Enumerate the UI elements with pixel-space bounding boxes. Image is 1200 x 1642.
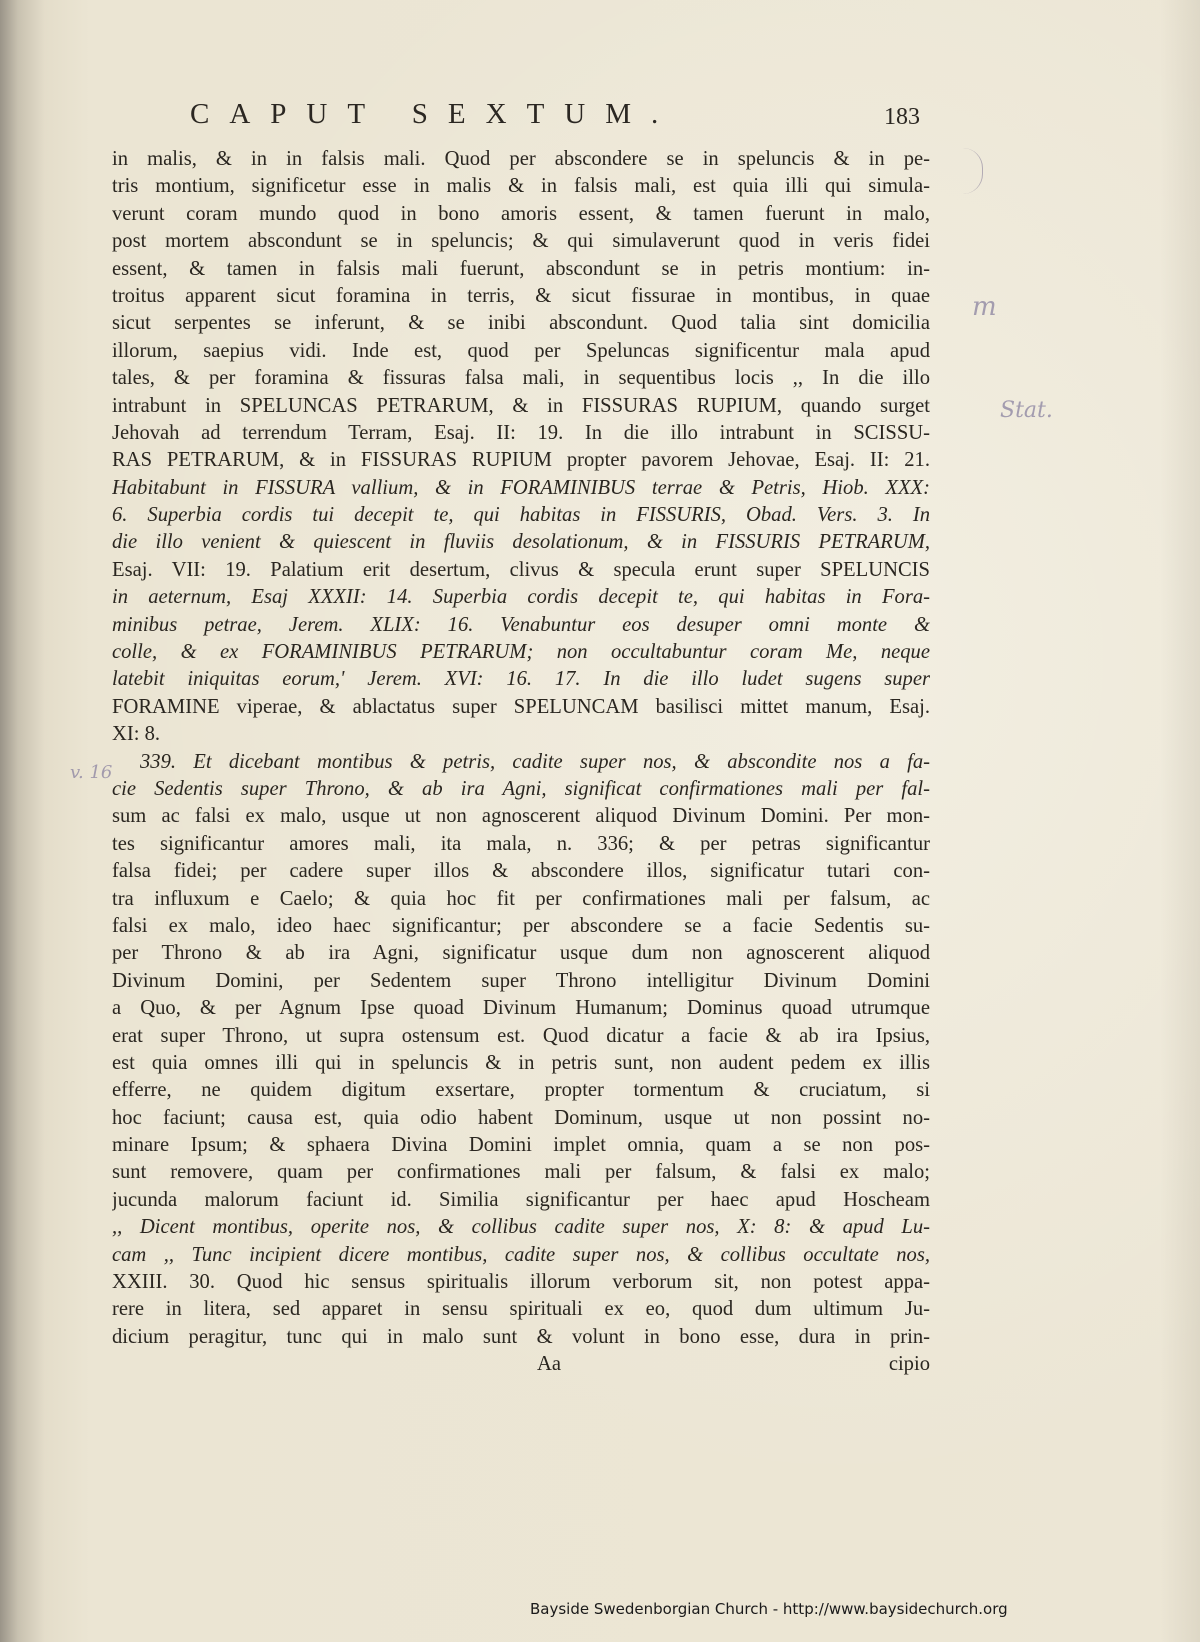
text-line: Esaj. VII: 19. Palatium erit desertum, clivus & specula erunt super SPELUNCIS [112,558,930,581]
text-line: hoc faciunt; causa est, quia odio habent Dominum, usque ut non possint no- [112,1106,930,1129]
text-line: tes significantur amores mali, ita mala, n. 336; & per petras significantur [112,832,930,855]
text-line: tris montium, significetur esse in malis & in falsis mali, est quia illi qui simula- [112,175,930,198]
text-line: RAS PETRARUM, & in FISSURAS RUPIUM propter pavorem Jehovae, Esaj. II: 21. [112,449,930,472]
text-line: tales, & per foramina & fissuras falsa mali, in sequentibus locis ,, In die illo [112,367,930,390]
text-line: FORAMINE viperae, & ablactatus super SPELUNCAM basilisci mittet manum, Esaj. [112,695,930,718]
text-line: efferre, ne quidem digitum exsertare, propter tormentum & cruciatum, si [112,1079,930,1102]
text-line: falsi ex malo, ideo haec significantur; per abscondere se a facie Sedentis su- [112,914,930,937]
margin-note-stat: Stat. [1000,398,1053,423]
page-foot-line [112,1351,930,1378]
margin-note-m: m [972,292,997,322]
text-line: troitus apparent sicut foramina in terris, & sicut fissurae in montibus, in quae [112,284,930,307]
text-line: jucunda malorum faciunt id. Similia significantur per haec apud Hoscheam [112,1188,930,1211]
text-line: ,, Dicent montibus, operite nos, & collibus cadite super nos, X: 8: & apud Lu- [112,1216,930,1239]
text-line: minare Ipsum; & sphaera Divina Domini implet omnia, quam a se non pos- [112,1134,930,1157]
text-line: essent, & tamen in falsis mali fuerunt, abscondunt se in petris montium: in- [112,257,930,280]
text-line: XI: 8. [112,723,161,746]
text-line: per Throno & ab ira Agni, significatur usque dum non agnoscerent aliquod [112,942,930,965]
text-line: dicium peragitur, tunc qui in malo sunt & volunt in bono esse, dura in prin- [112,1325,930,1348]
text-line: colle, & ex FORAMINIBUS PETRARUM; non occultabuntur coram Me, neque [112,641,930,664]
footer-credit: Bayside Swedenborgian Church - http://www.baysidechurch.org [530,1600,1008,1618]
text-line: est quia omnes illi qui in speluncis & in petris sunt, non audent pedem ex illis [112,1051,930,1074]
text-line: sicut serpentes se inferunt, & se inibi abscondunt. Quod talia sint domicilia [112,312,930,335]
text-line: XXIII. 30. Quod hic sensus spiritualis illorum verborum sit, non potest appa- [112,1271,930,1294]
text-line: latebit iniquitas eorum,' Jerem. XVI: 16. 17. In die illo ludet sugens super [112,668,930,691]
catchword: cipio [888,1353,930,1376]
text-line: die illo venient & quiescent in fluviis desolationum, & in FISSURIS PETRARUM, [112,531,930,554]
text-line: Jehovah ad terrendum Terram, Esaj. II: 19. In die illo intrabunt in SCISSU- [112,421,930,444]
text-line: in aeternum, Esaj XXXII: 14. Superbia cordis decepit te, qui habitas in Fora- [112,586,930,609]
text-line: Habitabunt in FISSURA vallium, & in FORAMINIBUS terrae & Petris, Hiob. XXX: [112,476,930,499]
text-line: 6. Superbia cordis tui decepit te, qui habitas in FISSURIS, Obad. Vers. 3. In [112,504,930,527]
text-line: post mortem abscondunt se in speluncis; & qui simulaverunt quod in veris fidei [112,230,930,253]
section-339-first-line: 339. Et dicebant montibus & petris, cadite super nos, & abscondite nos a fa- [140,750,930,773]
text-line: illorum, saepius vidi. Inde est, quod per Speluncas significentur mala apud [112,339,930,362]
text-line: sunt removere, quam per confirmationes mali per falsum, & falsi ex malo; [112,1161,930,1184]
page-header [150,98,920,138]
text-line: cie Sedentis super Throno, & ab ira Agni, significat confirmationes mali per fal- [112,777,930,800]
text-line: in malis, & in in falsis mali. Quod per abscondere se in speluncis & in pe- [112,148,930,170]
text-line: sum ac falsi ex malo, usque ut non agnoscerent aliquod Divinum Domini. Per mon- [112,805,930,828]
text-line: falsa fidei; per cadere super illos & abscondere illos, significatur tutari con- [112,860,930,883]
text-line: rere in litera, sed apparet in sensu spirituali ex eo, quod dum ultimum Ju- [112,1298,930,1321]
text-line: tra influxum e Caelo; & quia hoc fit per confirmationes mali per falsum, ac [112,887,930,910]
text-line: minibus petrae, Jerem. XLIX: 16. Venabuntur eos desuper omni monte & [112,613,930,636]
running-head: CAPUT SEXTUM. [190,98,679,130]
body-text [112,146,930,1636]
text-line: a Quo, & per Agnum Ipse quoad Divinum Humanum; Dominus quoad utrumque [112,997,930,1020]
text-line: Divinum Domini, per Sedentem super Throno intelligitur Divinum Domini [112,969,930,992]
signature-mark: Aa [537,1353,562,1376]
pencil-bracket-mark [962,148,983,194]
text-line: verunt coram mundo quod in bono amoris essent, & tamen fuerunt in malo, [112,202,930,225]
margin-note-v16: v. 16 [70,762,113,783]
text-line: cam ,, Tunc incipient dicere montibus, cadite super nos, & collibus occultate nos, [112,1243,930,1266]
page-number: 183 [884,104,920,130]
text-line: erat super Throno, ut supra ostensum est. Quod dicatur a facie & ab ira Ipsius, [112,1024,930,1047]
text-line: intrabunt in SPELUNCAS PETRARUM, & in FISSURAS RUPIUM, quando surget [112,394,930,417]
